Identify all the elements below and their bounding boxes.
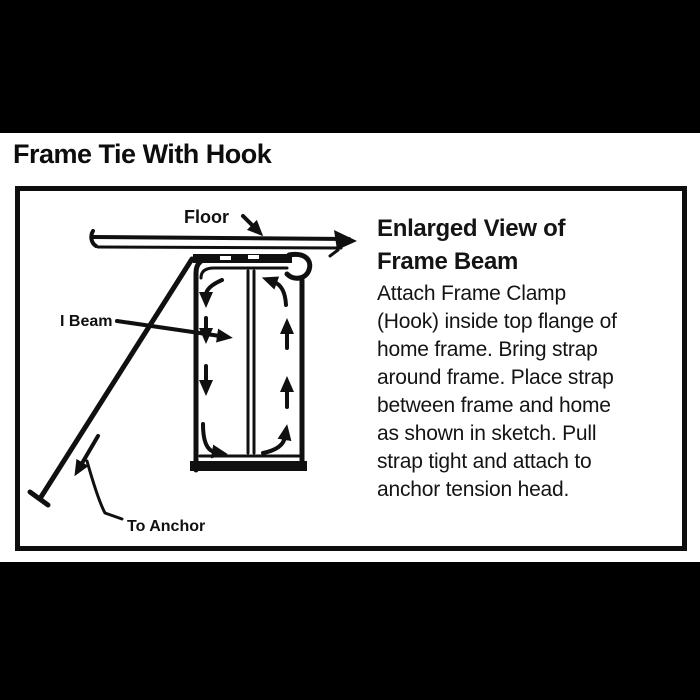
caption-body-line: between frame and home — [377, 394, 611, 417]
figure-caption — [377, 212, 683, 504]
floor-beam-line — [91, 230, 357, 256]
caption-body-line: (Hook) inside top flange of — [377, 310, 617, 333]
page-title: Frame Tie With Hook — [13, 139, 272, 169]
floor-pointer-arrow — [243, 216, 254, 227]
floor-right-arrowhead — [334, 230, 357, 250]
frame-clamp-plate — [193, 254, 292, 263]
caption-body-line: strap tight and attach to — [377, 450, 592, 473]
anchor-strap — [30, 259, 192, 519]
caption-body — [377, 280, 683, 504]
caption-body-line: around frame. Place strap — [377, 366, 614, 389]
scan-black-band-bottom — [0, 562, 700, 700]
strap-direction-arrows — [203, 280, 287, 453]
caption-body-line: as shown in sketch. Pull — [377, 422, 597, 445]
caption-body-line: home frame. Bring strap — [377, 338, 598, 361]
to-anchor-label: To Anchor — [127, 518, 206, 535]
to-anchor-leader-line — [87, 461, 122, 519]
i-beam-label: I Beam — [60, 313, 113, 330]
beam-bottom-flange — [190, 461, 307, 471]
floor-label: Floor — [184, 207, 229, 227]
caption-heading — [377, 212, 683, 278]
caption-heading-line: Enlarged View of — [377, 215, 566, 242]
caption-heading-line: Frame Beam — [377, 248, 519, 275]
caption-body-line: Attach Frame Clamp — [377, 282, 566, 305]
caption-body-line: anchor tension head. — [377, 478, 570, 501]
strap-direction-arrow — [81, 436, 98, 465]
